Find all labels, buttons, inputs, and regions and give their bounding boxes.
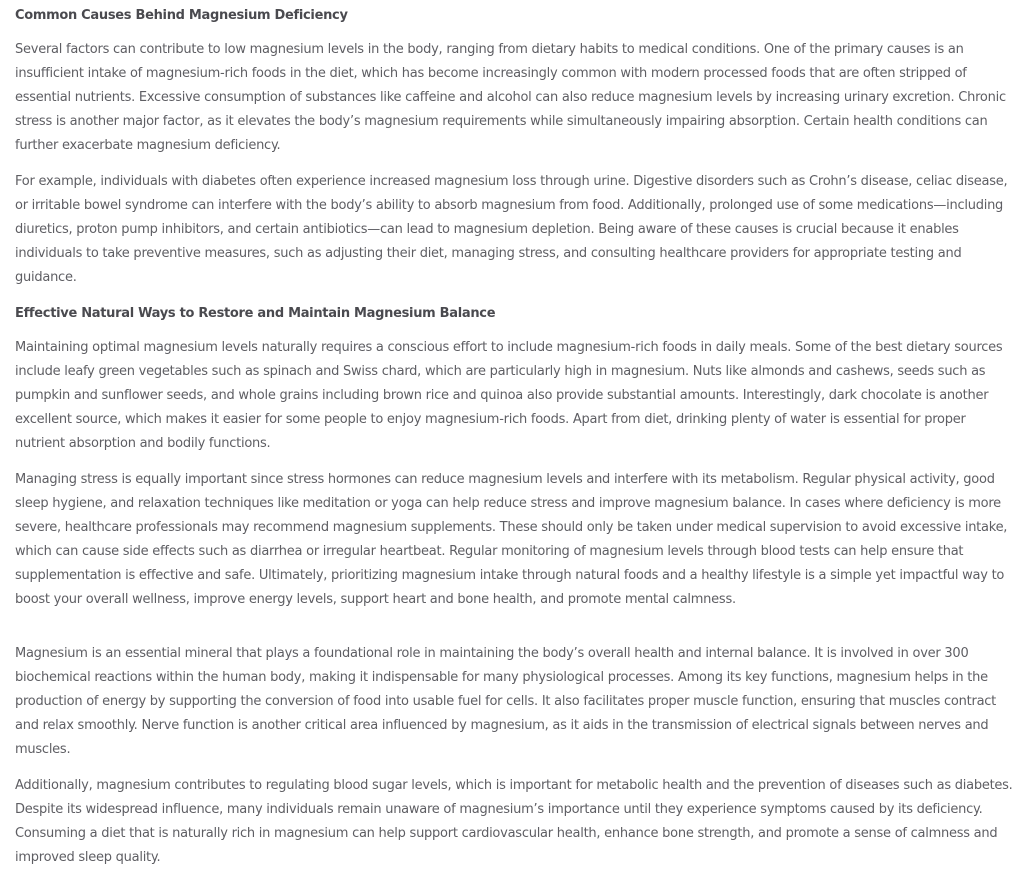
- causes-paragraph-2: For example, individuals with diabetes often experience increased magnesium loss through urine. Digestive disorders such as Crohn’s disease, celiac disease, or irritable bowel syndrome can interfere with the body’s ability to absorb magnesium from food. Additionally, prolonged use of some medications—including diuretics, proton pump inhibitors, and certain antibiotics—can lead to magnesium depletion. Being aware of these causes is crucial because it enables individuals to take preventive measures, such as adjusting their diet, managing stress, and consulting healthcare providers for appropriate testing and guidance.: [15, 174, 1008, 285]
- section-heading-natural-ways: Effective Natural Ways to Restore and Maintain Magnesium Balance: [15, 306, 496, 321]
- natural-ways-paragraph-2: Managing stress is equally important since stress hormones can reduce magnesium levels and interfere with its metabolism. Regular physical activity, good sleep hygiene, and relaxation techniques like meditation or yoga can help reduce stress and improve magnesium balance. In cases where deficiency is more severe, healthcare professionals may recommend magnesium supplements. These should only be taken under medical supervision to avoid excessive intake, which can cause side effects such as diarrhea or irregular heartbeat. Regular monitoring of magnesium levels through blood tests can help ensure that supplementation is effective and safe. Ultimately, prioritizing magnesium intake through natural foods and a healthy lifestyle is a simple yet impactful way to boost your overall wellness, improve energy levels, support heart and bone health, and promote mental calmness.: [15, 472, 1008, 607]
- intro-paragraph-2: Additionally, magnesium contributes to regulating blood sugar levels, which is important for metabolic health and the prevention of diseases such as diabetes. Despite its widespread influence, many individuals remain unaware of magnesium’s importance until they experience symptoms caused by its deficiency. Consuming a diet that is naturally rich in magnesium can help support cardiovascular health, enhance bone strength, and promote a sense of calmness and improved sleep quality.: [15, 778, 1013, 865]
- intro-paragraph-1: Magnesium is an essential mineral that plays a foundational role in maintaining the body’s overall health and internal balance. It is involved in over 300 biochemical reactions within the human body, making it indispensable for many physiological processes. Among its key functions, magnesium helps in the production of energy by supporting the conversion of food into usable fuel for cells. It also facilitates proper muscle function, ensuring that muscles contract and relax smoothly. Nerve function is another critical area influenced by magnesium, as it aids in the transmission of electrical signals between nerves and muscles.: [15, 646, 997, 757]
- section-spacer: [15, 624, 1014, 642]
- causes-paragraph-1: Several factors can contribute to low magnesium levels in the body, ranging from dietary habits to medical conditions. One of the primary causes is an insufficient intake of magnesium-rich foods in the diet, which has become increasingly common with modern processed foods that are often stripped of essential nutrients. Excessive consumption of substances like caffeine and alcohol can also reduce magnesium levels by increasing urinary excretion. Chronic stress is another major factor, as it elevates the body’s magnesium requirements while simultaneously impairing absorption. Certain health conditions can further exacerbate magnesium deficiency.: [15, 42, 1006, 153]
- section-heading-causes: Common Causes Behind Magnesium Deficiency: [15, 8, 348, 23]
- natural-ways-paragraph-1: Maintaining optimal magnesium levels naturally requires a conscious effort to include magnesium-rich foods in daily meals. Some of the best dietary sources include leafy green vegetables such as spinach and Swiss chard, which are particularly high in magnesium. Nuts like almonds and cashews, seeds such as pumpkin and sunflower seeds, and whole grains including brown rice and quinoa also provide substantial amounts. Interestingly, dark chocolate is another excellent source, which makes it easier for some people to enjoy magnesium-rich foods. Apart from diet, drinking plenty of water is essential for proper nutrient absorption and bodily functions.: [15, 340, 1003, 451]
